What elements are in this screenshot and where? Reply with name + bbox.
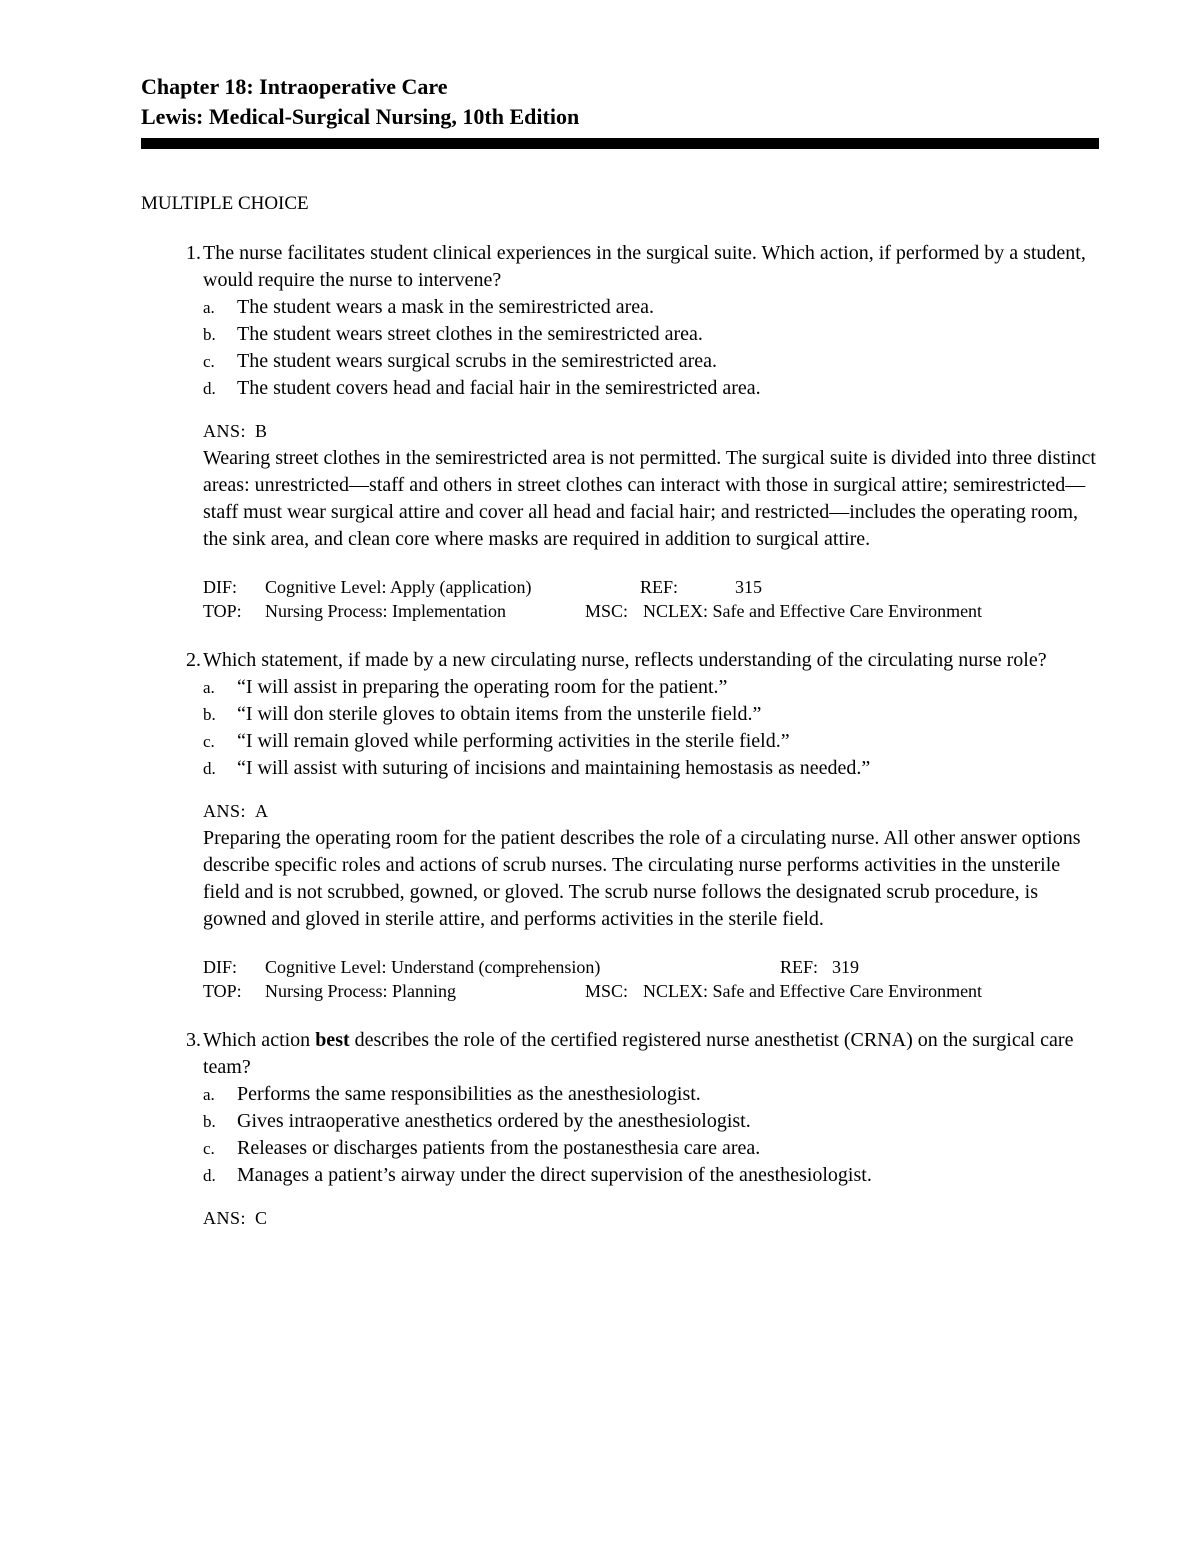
option-b — [203, 701, 1099, 728]
option-letter: c. — [203, 1139, 215, 1158]
answer-line — [203, 798, 1099, 825]
answer-value: B — [255, 421, 268, 441]
metadata-row-1 — [203, 575, 1099, 599]
question-stem — [203, 1027, 1099, 1081]
question-number: 1. — [186, 242, 201, 264]
option-text: Manages a patient’s airway under the direct supervision of the anesthesiologist. — [237, 1164, 872, 1186]
option-c — [203, 728, 1099, 755]
top-label: TOP: — [203, 601, 242, 621]
msc-value: NCLEX: Safe and Effective Care Environment — [643, 601, 983, 621]
ref-value: 319 — [832, 957, 859, 977]
option-text: Releases or discharges patients from the postanesthesia care area. — [237, 1137, 761, 1159]
question-body — [203, 1027, 1099, 1232]
option-d — [203, 755, 1099, 782]
stem-pre: Which action — [203, 1029, 316, 1051]
option-letter: b. — [203, 705, 216, 724]
metadata-row-2 — [203, 979, 1099, 1003]
question-body — [203, 647, 1099, 1003]
question-number: 2. — [186, 649, 201, 671]
question-body — [203, 240, 1099, 623]
msc-label: MSC: — [585, 601, 629, 621]
option-text: The student wears surgical scrubs in the semirestricted area. — [237, 350, 718, 372]
metadata-row-1 — [203, 955, 1099, 979]
book-title: Lewis: Medical-Surgical Nursing, 10th Edition — [141, 104, 580, 129]
option-list — [203, 674, 1099, 782]
option-b — [203, 1108, 1099, 1135]
answer-label: ANS: — [203, 1208, 247, 1228]
top-value: Nursing Process: Implementation — [265, 601, 506, 621]
option-a — [203, 294, 1099, 321]
option-a — [203, 674, 1099, 701]
metadata — [203, 575, 1099, 623]
option-c — [203, 348, 1099, 375]
question-number: 3. — [186, 1029, 201, 1051]
option-letter: a. — [203, 678, 215, 697]
section-title: MULTIPLE CHOICE — [141, 193, 309, 214]
answer-value: A — [255, 801, 269, 821]
answer-line — [203, 1205, 1099, 1232]
rationale: Wearing street clothes in the semirestricted area is not permitted. The surgical suite is divided into three distinct areas: unrestricted—staff and others in street clothes can interact with those in surgical attire; semirestricted—staff must wear surgical attire and cover all head and facial hair; and restricted—includes the operating room, the sink area, and clean core where masks are required in addition to surgical attire. — [203, 447, 1096, 550]
option-a — [203, 1081, 1099, 1108]
ref-label: REF: — [640, 577, 679, 597]
option-text: “I will assist in preparing the operating room for the patient.” — [237, 676, 728, 698]
dif-value: Cognitive Level: Apply (application) — [265, 577, 532, 597]
answer-label: ANS: — [203, 801, 247, 821]
document-page — [141, 72, 1099, 1232]
question-3 — [141, 1027, 1099, 1232]
answer-value: C — [255, 1208, 268, 1228]
answer-line — [203, 418, 1099, 445]
stem-emphasis: best — [315, 1029, 350, 1051]
option-letter: c. — [203, 352, 215, 371]
header-rule — [141, 138, 1099, 149]
option-text: Performs the same responsibilities as the anesthesiologist. — [237, 1083, 701, 1105]
option-letter: a. — [203, 1085, 215, 1104]
option-text: “I will assist with suturing of incisions and maintaining hemostasis as needed.” — [237, 757, 871, 779]
option-text: “I will don sterile gloves to obtain items from the unsterile field.” — [237, 703, 762, 725]
chapter-title: Chapter 18: Intraoperative Care — [141, 74, 448, 99]
option-d — [203, 1162, 1099, 1189]
msc-value: NCLEX: Safe and Effective Care Environment — [643, 981, 983, 1001]
option-letter: b. — [203, 1112, 216, 1131]
option-letter: a. — [203, 298, 215, 317]
option-list — [203, 294, 1099, 402]
metadata — [203, 955, 1099, 1003]
rationale: Preparing the operating room for the patient describes the role of a circulating nurse. All other answer options describe specific roles and actions of scrub nurses. The circulating nurse performs activities in the unsterile field and is not scrubbed, gowned, or gloved. The scrub nurse follows the designated scrub procedure, is gowned and gloved in sterile attire, and performs activities in the sterile field. — [203, 827, 1081, 930]
dif-value: Cognitive Level: Understand (comprehension) — [265, 957, 601, 977]
option-text: The student wears a mask in the semirestricted area. — [237, 296, 655, 318]
msc-label: MSC: — [585, 981, 629, 1001]
ref-value: 315 — [735, 577, 762, 597]
question-stem: The nurse facilitates student clinical experiences in the surgical suite. Which action, if performed by a student, would require the nurse to intervene? — [203, 242, 1086, 291]
option-letter: d. — [203, 759, 216, 778]
top-label: TOP: — [203, 981, 242, 1001]
option-text: The student wears street clothes in the semirestricted area. — [237, 323, 703, 345]
stem-post: describes the role of the certified registered nurse anesthetist (CRNA) on the surgical care team? — [203, 1029, 1074, 1078]
metadata-row-2 — [203, 599, 1099, 623]
ref-label: REF: — [780, 957, 819, 977]
option-letter: b. — [203, 325, 216, 344]
option-letter: d. — [203, 379, 216, 398]
question-stem: Which statement, if made by a new circulating nurse, reflects understanding of the circulating nurse role? — [203, 649, 1047, 671]
option-b — [203, 321, 1099, 348]
question-2 — [141, 647, 1099, 1003]
option-text: The student covers head and facial hair in the semirestricted area. — [237, 377, 761, 399]
answer-label: ANS: — [203, 421, 247, 441]
top-value: Nursing Process: Planning — [265, 981, 456, 1001]
option-c — [203, 1135, 1099, 1162]
option-list — [203, 1081, 1099, 1189]
option-text: Gives intraoperative anesthetics ordered by the anesthesiologist. — [237, 1110, 751, 1132]
option-letter: c. — [203, 732, 215, 751]
question-1 — [141, 240, 1099, 623]
option-d — [203, 375, 1099, 402]
dif-label: DIF: — [203, 577, 238, 597]
option-text: “I will remain gloved while performing activities in the sterile field.” — [237, 730, 790, 752]
option-letter: d. — [203, 1166, 216, 1185]
dif-label: DIF: — [203, 957, 238, 977]
